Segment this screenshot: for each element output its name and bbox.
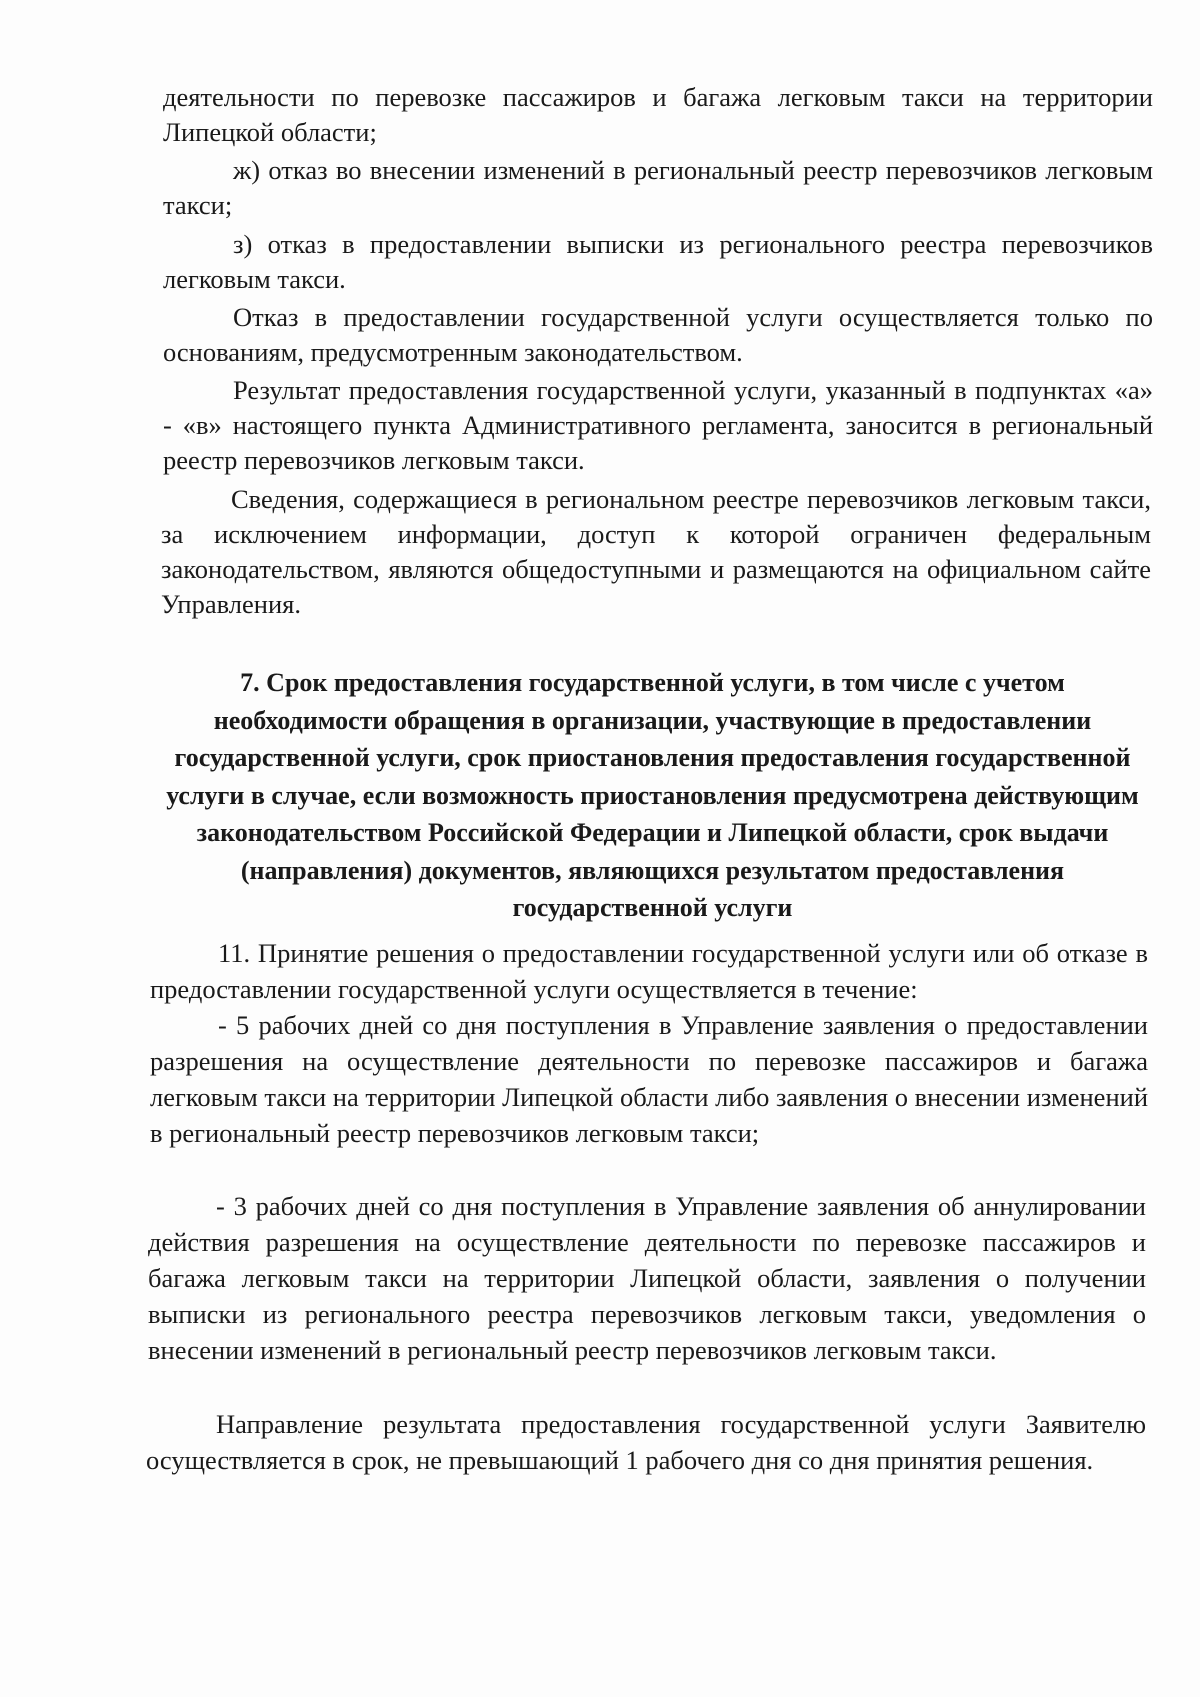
paragraph-result-registry: Результат предоставления государственной услуги, указанный в подпунктах «а» - «в» настоящего пункта Административного регламента, заносится в региональный реестр перевозчиков легковым такси. — [163, 375, 1153, 475]
section-heading: 7. Срок предоставления государственной услуги, в том числе с учетом необходимости обращения в организации, участвующие в предоставлении государственной услуги, срок приостановления предоставления государственной услуги в случае, если возможность приостановления предусмотрена действующим законодательством Российской Федерации и Липецкой области, срок выдачи (направления) документов, являющихся результатом предоставления государственной услуги — [166, 668, 1139, 922]
paragraph-item-zh: ж) отказ во внесении изменений в региональный реестр перевозчиков легковым такси; — [163, 155, 1153, 220]
paragraph-three-days: - 3 рабочих дней со дня поступления в Управление заявления об аннулировании действия разрешения на осуществление деятельности по перевозке пассажиров и багажа легковым такси на территории Липецкой области, заявления о получении выписки из регионального реестра перевозчиков легковым такси, уведомления о внесении изменений в региональный реестр перевозчиков легковым такси. — [148, 1191, 1146, 1365]
paragraph-continuation: деятельности по перевозке пассажиров и багажа легковым такси на территории Липецкой области; — [163, 82, 1153, 147]
paragraph-result-delivery: Направление результата предоставления государственной услуги Заявителю осуществляется в срок, не превышающий 1 рабочего дня со дня принятия решения. — [146, 1409, 1146, 1475]
paragraph-item-z: з) отказ в предоставлении выписки из регионального реестра перевозчиков легковым такси. — [163, 229, 1153, 294]
paragraph-refusal-grounds: Отказ в предоставлении государственной услуги осуществляется только по основаниям, предусмотренным законодательством. — [163, 302, 1153, 367]
paragraph-registry-public: Сведения, содержащиеся в региональном реестре перевозчиков легковым такси, за исключением информации, доступ к которой ограничен федеральным законодательством, являются общедоступными и размещаются на официальном сайте Управления. — [161, 484, 1151, 619]
paragraph-five-days: - 5 рабочих дней со дня поступления в Управление заявления о предоставлении разрешения на осуществление деятельности по перевозке пассажиров и багажа легковым такси на территории Липецкой области либо заявления о внесении изменений в региональный реестр перевозчиков легковым такси; — [150, 1010, 1148, 1148]
paragraph-decision-term: 11. Принятие решения о предоставлении государственной услуги или об отказе в предоставлении государственной услуги осуществляется в течение: — [150, 938, 1148, 1004]
